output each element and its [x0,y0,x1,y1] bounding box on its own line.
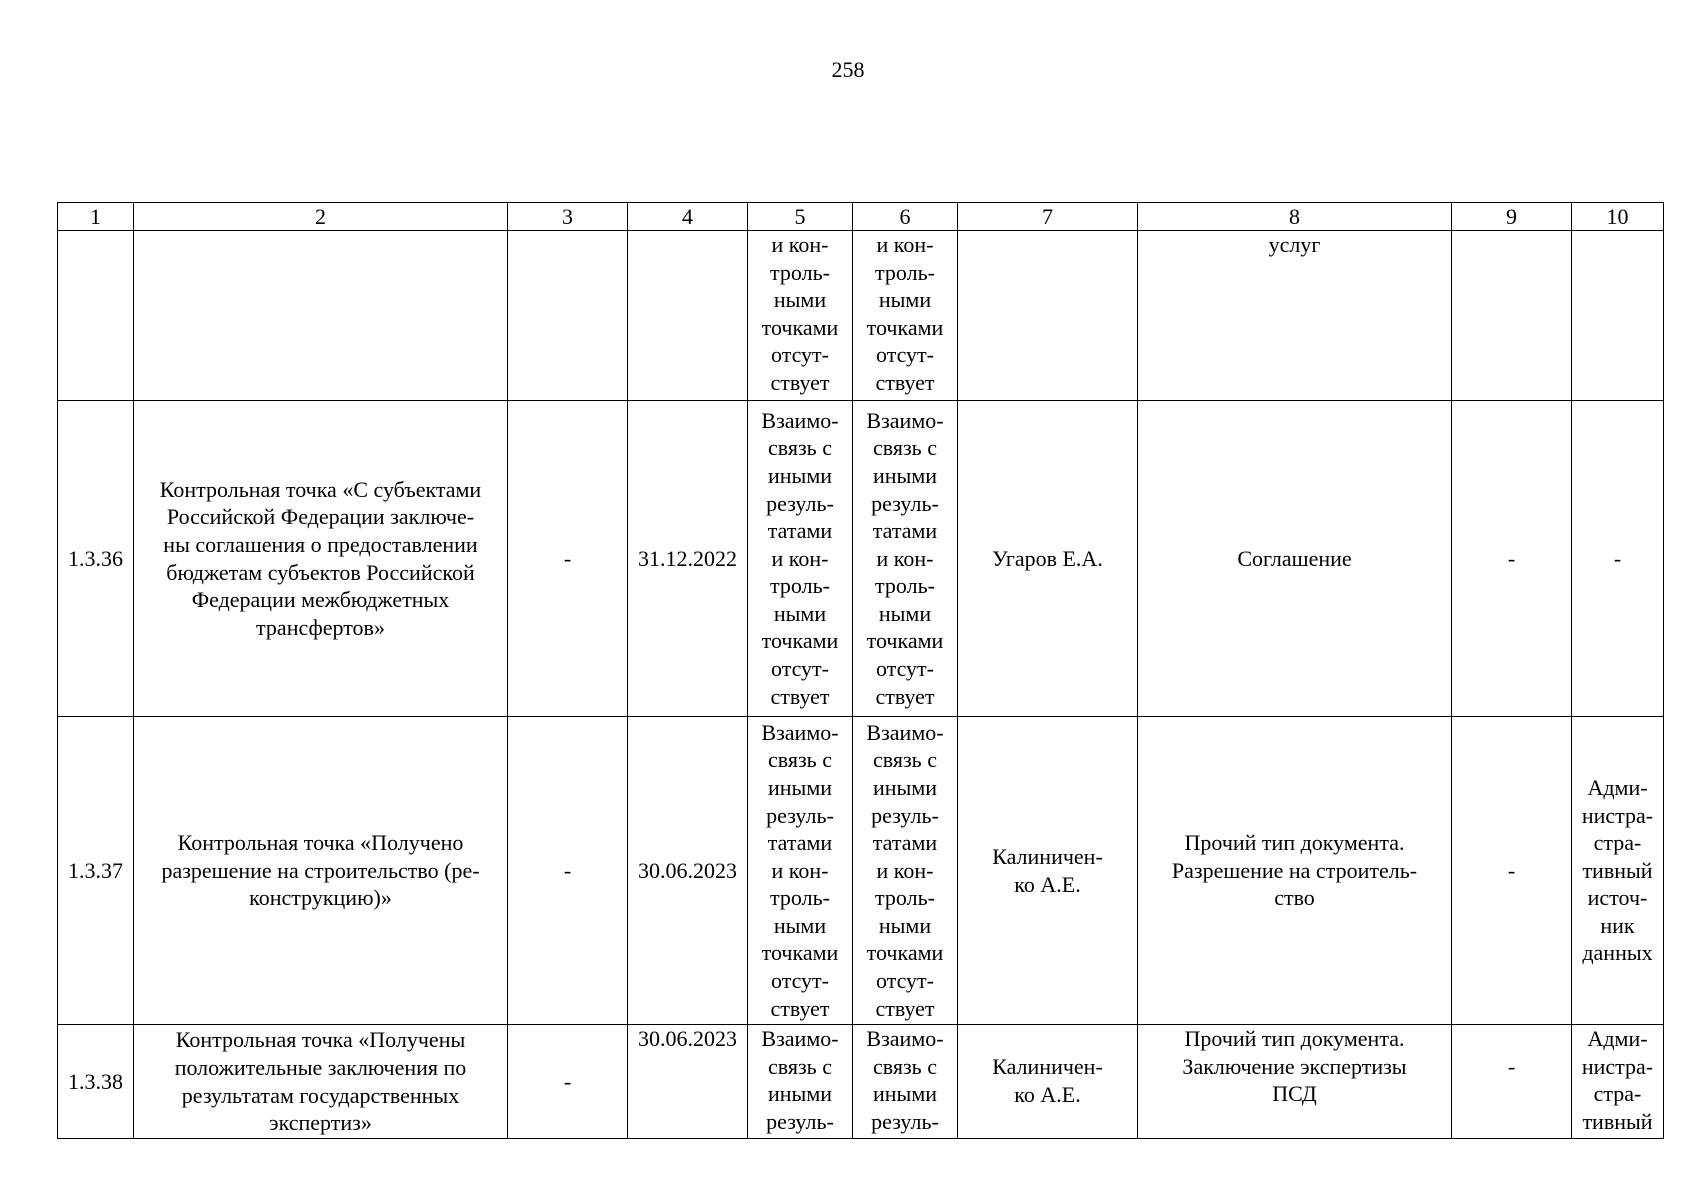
column-3-cell: - [508,1025,628,1139]
column-9-cell: - [1452,717,1572,1025]
relation-cell: Взаимо- связь с иными резуль- татами и кон- троль- ными точками отсут- ствует [853,717,958,1025]
column-number: 9 [1452,203,1572,231]
date-cell: 30.06.2023 [628,1025,748,1139]
column-number: 8 [1138,203,1452,231]
document-type-cell: Соглашение [1138,401,1452,717]
column-9-cell: - [1452,1025,1572,1139]
document-type-cell: Прочий тип документа. Заключение экспертизы ПСД [1138,1025,1452,1139]
name-cell: Контрольная точка «С субъектами Российской Федерации заключе- ны соглашения о предоставлении бюджетам субъектов Российской Федерации межбюджетных трансфертов» [134,401,508,717]
table-row-continued [58,231,1664,401]
column-number: 5 [748,203,853,231]
column-9-cell: - [1452,401,1572,717]
column-number: 2 [134,203,508,231]
column-9-cell [1452,231,1572,401]
date-cell: 30.06.2023 [628,717,748,1025]
responsible-cell [958,231,1138,401]
row-number-cell: 1.3.36 [58,401,134,717]
row-number-cell: 1.3.37 [58,717,134,1025]
name-cell: Контрольная точка «Получено разрешение на строительство (ре- конструкцию)» [134,717,508,1025]
control-points-table [57,202,1664,1139]
row-number-cell [58,231,134,401]
column-number: 1 [58,203,134,231]
data-source-cell: Адми- нистра- стра- тивный источ- ник данных [1572,717,1664,1025]
relation-cell: и кон- троль- ными точками отсут- ствует [748,231,853,401]
column-number: 6 [853,203,958,231]
column-number: 7 [958,203,1138,231]
name-cell: Контрольная точка «Получены положительные заключения по результатам государственных экспертиз» [134,1025,508,1139]
data-source-cell [1572,231,1664,401]
date-cell [628,231,748,401]
column-3-cell: - [508,717,628,1025]
column-3-cell [508,231,628,401]
relation-cell: Взаимо- связь с иными резуль- татами и кон- троль- ными точками отсут- ствует [748,717,853,1025]
row-number-cell: 1.3.38 [58,1025,134,1139]
table-row [58,717,1664,1025]
responsible-cell: Угаров Е.А. [958,401,1138,717]
relation-cell: Взаимо- связь с иными резуль- татами и кон- троль- ными точками отсут- ствует [853,401,958,717]
relation-cell: и кон- троль- ными точками отсут- ствует [853,231,958,401]
document-type-cell: Прочий тип документа. Разрешение на строитель- ство [1138,717,1452,1025]
responsible-cell: Калиничен- ко А.Е. [958,1025,1138,1139]
relation-cell: Взаимо- связь с иными резуль- [853,1025,958,1139]
date-cell: 31.12.2022 [628,401,748,717]
relation-cell: Взаимо- связь с иными резуль- татами и кон- троль- ными точками отсут- ствует [748,401,853,717]
document-type-cell: услуг [1138,231,1452,401]
column-number: 4 [628,203,748,231]
column-3-cell: - [508,401,628,717]
name-cell [134,231,508,401]
column-number: 10 [1572,203,1664,231]
column-number-row [58,203,1664,231]
page-number: 258 [831,57,865,82]
table-row [58,401,1664,717]
table-row [58,1025,1664,1139]
data-source-cell: Адми- нистра- стра- тивный [1572,1025,1664,1139]
responsible-cell: Калиничен- ко А.Е. [958,717,1138,1025]
data-source-cell: - [1572,401,1664,717]
relation-cell: Взаимо- связь с иными резуль- [748,1025,853,1139]
column-number: 3 [508,203,628,231]
